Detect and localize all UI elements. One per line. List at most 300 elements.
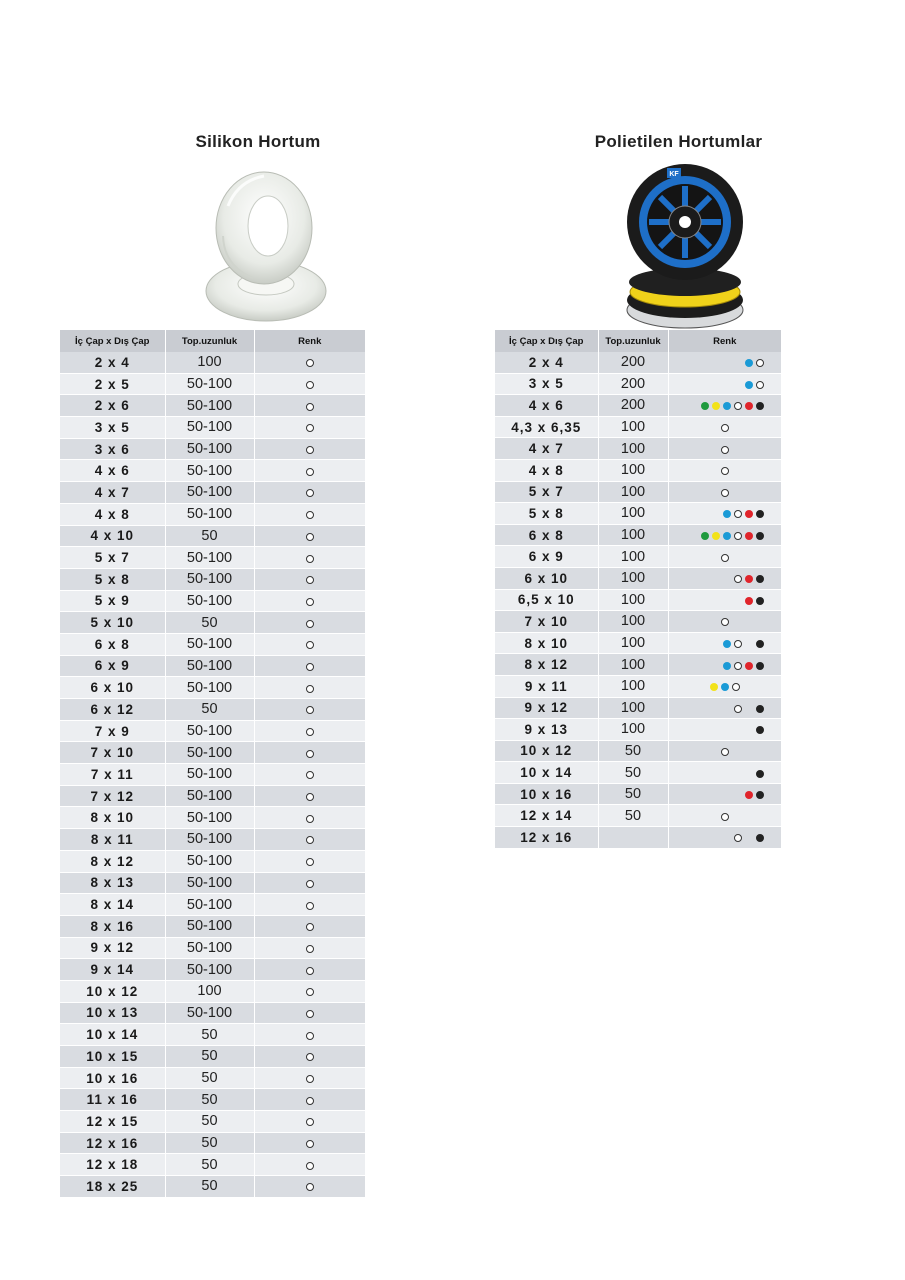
length-cell: 50-100 xyxy=(165,915,254,937)
color-swatches xyxy=(306,858,314,866)
color-dot-white-icon xyxy=(306,1118,314,1126)
hose-reel-image xyxy=(625,160,745,330)
color-cell xyxy=(254,503,366,525)
table-row xyxy=(495,503,782,525)
color-dot-white-icon xyxy=(306,1097,314,1105)
length-cell: 100 xyxy=(165,352,254,373)
color-cell xyxy=(668,589,782,611)
color-dot-gap-icon xyxy=(745,640,753,648)
length-cell: 200 xyxy=(598,373,668,395)
color-cell xyxy=(668,762,782,784)
color-swatches xyxy=(721,446,729,454)
color-cell xyxy=(254,438,366,460)
color-cell xyxy=(668,459,782,481)
color-cell xyxy=(254,1046,366,1068)
size-cell: 2 x 4 xyxy=(60,352,165,373)
size-cell: 12 x 14 xyxy=(495,805,598,827)
length-cell: 100 xyxy=(598,546,668,568)
table-row xyxy=(495,654,782,676)
color-dot-blue-icon xyxy=(721,683,729,691)
color-dot-white-icon xyxy=(721,424,729,432)
color-swatches xyxy=(306,1097,314,1105)
color-dot-white-icon xyxy=(721,618,729,626)
length-cell: 50-100 xyxy=(165,395,254,417)
table-row xyxy=(60,525,366,547)
silikon-table xyxy=(60,330,366,1198)
color-dot-green-icon xyxy=(701,532,709,540)
color-cell xyxy=(254,352,366,373)
color-dot-black-icon xyxy=(756,402,764,410)
table-row xyxy=(60,894,366,916)
color-dot-blue-icon xyxy=(723,402,731,410)
table-row xyxy=(60,829,366,851)
size-cell: 8 x 10 xyxy=(495,632,598,654)
color-cell xyxy=(254,395,366,417)
color-dot-white-icon xyxy=(306,555,314,563)
length-cell: 100 xyxy=(165,980,254,1002)
size-cell: 5 x 8 xyxy=(60,568,165,590)
size-cell: 10 x 14 xyxy=(60,1024,165,1046)
size-cell: 4 x 10 xyxy=(60,525,165,547)
table-row xyxy=(60,850,366,872)
color-dot-black-icon xyxy=(756,770,764,778)
color-dot-yellow-icon xyxy=(712,532,720,540)
color-cell xyxy=(254,785,366,807)
color-dot-red-icon xyxy=(745,791,753,799)
color-swatches xyxy=(306,533,314,541)
color-cell xyxy=(254,850,366,872)
color-dot-white-icon xyxy=(306,902,314,910)
table-row xyxy=(495,762,782,784)
table-row xyxy=(495,827,782,849)
color-dot-blue-icon xyxy=(723,532,731,540)
polietilen-title: Polietilen Hortumlar xyxy=(594,132,763,151)
length-cell: 100 xyxy=(598,675,668,697)
color-cell xyxy=(254,915,366,937)
color-cell xyxy=(668,524,782,546)
color-dot-white-icon xyxy=(306,793,314,801)
color-swatches xyxy=(306,598,314,606)
color-cell xyxy=(254,894,366,916)
length-cell: 50 xyxy=(165,1154,254,1176)
table-row xyxy=(495,675,782,697)
table-row xyxy=(60,503,366,525)
table-row xyxy=(495,567,782,589)
color-dot-blue-icon xyxy=(723,510,731,518)
color-cell xyxy=(254,612,366,634)
color-dot-white-icon xyxy=(756,381,764,389)
color-cell xyxy=(254,937,366,959)
color-cell xyxy=(254,1089,366,1111)
color-cell xyxy=(668,697,782,719)
color-swatches xyxy=(306,359,314,367)
table-row xyxy=(495,697,782,719)
color-dot-white-icon xyxy=(306,533,314,541)
size-cell: 8 x 13 xyxy=(60,872,165,894)
length-cell: 50-100 xyxy=(165,850,254,872)
column-header-length: Top.uzunluk xyxy=(598,330,668,352)
size-cell: 5 x 7 xyxy=(495,481,598,503)
color-dot-black-icon xyxy=(756,510,764,518)
color-dot-white-icon xyxy=(306,1183,314,1191)
color-dot-white-icon xyxy=(306,663,314,671)
color-cell xyxy=(668,827,782,849)
color-swatches xyxy=(745,359,764,367)
color-dot-white-icon xyxy=(306,988,314,996)
color-dot-white-icon xyxy=(734,575,742,583)
color-swatches xyxy=(306,945,314,953)
column-header-size: İç Çap x Dış Çap xyxy=(495,330,598,352)
table-row xyxy=(60,590,366,612)
color-dot-yellow-icon xyxy=(712,402,720,410)
color-dot-white-icon xyxy=(306,620,314,628)
color-dot-white-icon xyxy=(306,1140,314,1148)
color-swatches xyxy=(723,640,764,648)
size-cell: 5 x 7 xyxy=(60,547,165,569)
color-cell xyxy=(254,1154,366,1176)
color-dot-red-icon xyxy=(745,402,753,410)
size-cell: 10 x 16 xyxy=(60,1067,165,1089)
size-cell: 6 x 8 xyxy=(495,524,598,546)
color-swatches xyxy=(745,381,764,389)
length-cell: 50-100 xyxy=(165,829,254,851)
color-cell xyxy=(254,417,366,439)
color-dot-white-icon xyxy=(721,554,729,562)
size-cell: 12 x 15 xyxy=(60,1111,165,1133)
length-cell: 50-100 xyxy=(165,633,254,655)
color-cell xyxy=(668,438,782,460)
color-swatches xyxy=(306,771,314,779)
color-swatches xyxy=(734,705,764,713)
size-cell: 6 x 8 xyxy=(60,633,165,655)
color-swatches xyxy=(306,988,314,996)
color-swatches xyxy=(306,641,314,649)
length-cell: 50 xyxy=(165,1024,254,1046)
color-cell xyxy=(254,655,366,677)
color-dot-white-icon xyxy=(306,858,314,866)
length-cell: 50-100 xyxy=(165,785,254,807)
color-dot-yellow-icon xyxy=(710,683,718,691)
length-cell: 50-100 xyxy=(165,720,254,742)
color-dot-white-icon xyxy=(721,813,729,821)
color-cell xyxy=(254,677,366,699)
color-dot-black-icon xyxy=(756,791,764,799)
color-swatches xyxy=(306,424,314,432)
table-row xyxy=(495,352,782,373)
color-swatches xyxy=(306,489,314,497)
length-cell: 100 xyxy=(598,654,668,676)
color-dot-white-icon xyxy=(306,1010,314,1018)
size-cell: 8 x 12 xyxy=(60,850,165,872)
color-swatches xyxy=(306,468,314,476)
color-swatches xyxy=(306,1075,314,1083)
table-row xyxy=(60,915,366,937)
color-cell xyxy=(254,959,366,981)
size-cell: 12 x 16 xyxy=(495,827,598,849)
color-dot-white-icon xyxy=(306,771,314,779)
length-cell: 50-100 xyxy=(165,482,254,504)
length-cell: 50 xyxy=(165,525,254,547)
size-cell: 4 x 8 xyxy=(495,459,598,481)
color-swatches xyxy=(306,1162,314,1170)
length-cell: 100 xyxy=(598,481,668,503)
color-dot-white-icon xyxy=(306,468,314,476)
color-cell xyxy=(668,611,782,633)
color-dot-white-icon xyxy=(306,1075,314,1083)
color-swatches xyxy=(723,510,764,518)
color-dot-white-icon xyxy=(306,1162,314,1170)
color-dot-white-icon xyxy=(734,510,742,518)
color-swatches xyxy=(306,555,314,563)
length-cell: 100 xyxy=(598,416,668,438)
color-dot-white-icon xyxy=(734,402,742,410)
color-swatches xyxy=(306,880,314,888)
polietilen-table xyxy=(495,330,782,849)
table-row xyxy=(495,416,782,438)
size-cell: 4,3 x 6,35 xyxy=(495,416,598,438)
color-cell xyxy=(668,481,782,503)
size-cell: 3 x 6 xyxy=(60,438,165,460)
table-row xyxy=(60,1089,366,1111)
color-swatches xyxy=(306,793,314,801)
length-cell: 50-100 xyxy=(165,568,254,590)
color-cell xyxy=(668,632,782,654)
color-cell xyxy=(254,764,366,786)
table-row xyxy=(60,959,366,981)
size-cell: 4 x 6 xyxy=(495,395,598,417)
table-row xyxy=(60,980,366,1002)
color-swatches xyxy=(723,662,764,670)
length-cell: 50-100 xyxy=(165,764,254,786)
table-row xyxy=(60,699,366,721)
length-cell: 50-100 xyxy=(165,460,254,482)
length-cell: 50-100 xyxy=(165,547,254,569)
silicone-coil-image xyxy=(198,166,328,326)
table-row xyxy=(60,872,366,894)
color-dot-black-icon xyxy=(756,705,764,713)
color-swatches xyxy=(734,575,764,583)
length-cell: 50 xyxy=(165,1067,254,1089)
size-cell: 6 x 10 xyxy=(60,677,165,699)
table-row xyxy=(60,1111,366,1133)
length-cell: 50 xyxy=(165,1046,254,1068)
color-dot-white-icon xyxy=(756,359,764,367)
size-cell: 4 x 8 xyxy=(60,503,165,525)
color-swatches xyxy=(306,446,314,454)
color-dot-blue-icon xyxy=(745,381,753,389)
length-cell: 50-100 xyxy=(165,438,254,460)
color-dot-blue-icon xyxy=(745,359,753,367)
column-header-color: Renk xyxy=(668,330,782,352)
table-row xyxy=(60,612,366,634)
color-swatches xyxy=(306,576,314,584)
size-cell: 6 x 9 xyxy=(60,655,165,677)
table-row xyxy=(60,742,366,764)
color-dot-black-icon xyxy=(756,597,764,605)
color-swatches xyxy=(734,834,764,842)
length-cell: 50-100 xyxy=(165,959,254,981)
color-dot-black-icon xyxy=(756,726,764,734)
column-header-size: İç Çap x Dış Çap xyxy=(60,330,165,352)
length-cell: 50 xyxy=(165,1176,254,1198)
color-cell xyxy=(668,416,782,438)
color-cell xyxy=(254,525,366,547)
color-cell xyxy=(254,872,366,894)
length-cell: 100 xyxy=(598,632,668,654)
length-cell: 50 xyxy=(165,1089,254,1111)
size-cell: 6 x 12 xyxy=(60,699,165,721)
color-dot-white-icon xyxy=(306,641,314,649)
color-cell xyxy=(668,740,782,762)
size-cell: 7 x 11 xyxy=(60,764,165,786)
size-cell: 4 x 7 xyxy=(495,438,598,460)
color-dot-white-icon xyxy=(306,967,314,975)
color-dot-white-icon xyxy=(734,705,742,713)
size-cell: 9 x 11 xyxy=(495,675,598,697)
color-cell xyxy=(668,675,782,697)
color-dot-white-icon xyxy=(734,834,742,842)
size-cell: 2 x 6 xyxy=(60,395,165,417)
length-cell: 100 xyxy=(598,438,668,460)
polietilen-photo xyxy=(495,156,782,330)
color-swatches xyxy=(701,402,764,410)
table-row xyxy=(60,438,366,460)
color-dot-white-icon xyxy=(734,640,742,648)
size-cell: 9 x 14 xyxy=(60,959,165,981)
table-row xyxy=(60,547,366,569)
table-row xyxy=(495,740,782,762)
table-row xyxy=(60,633,366,655)
silikon-photo xyxy=(60,156,366,330)
polietilen-section xyxy=(495,128,782,849)
color-dot-white-icon xyxy=(306,945,314,953)
color-dot-blue-icon xyxy=(723,640,731,648)
table-row xyxy=(495,719,782,741)
table-row xyxy=(495,373,782,395)
size-cell: 3 x 5 xyxy=(60,417,165,439)
color-dot-white-icon xyxy=(721,489,729,497)
table-row xyxy=(60,1154,366,1176)
size-cell: 10 x 12 xyxy=(60,980,165,1002)
size-cell: 6 x 9 xyxy=(495,546,598,568)
length-cell: 50-100 xyxy=(165,417,254,439)
color-cell xyxy=(254,1002,366,1024)
color-dot-white-icon xyxy=(306,923,314,931)
color-swatches xyxy=(306,403,314,411)
size-cell: 2 x 4 xyxy=(495,352,598,373)
table-row xyxy=(60,482,366,504)
color-cell xyxy=(668,783,782,805)
color-cell xyxy=(254,373,366,395)
color-dot-white-icon xyxy=(306,598,314,606)
color-cell xyxy=(668,395,782,417)
size-cell: 10 x 15 xyxy=(60,1046,165,1068)
color-cell xyxy=(668,567,782,589)
table-row xyxy=(60,655,366,677)
color-swatches xyxy=(306,1053,314,1061)
length-cell: 50-100 xyxy=(165,894,254,916)
table-row xyxy=(60,807,366,829)
table-row xyxy=(60,568,366,590)
color-cell xyxy=(254,1132,366,1154)
table-row xyxy=(60,785,366,807)
size-cell: 3 x 5 xyxy=(495,373,598,395)
color-dot-black-icon xyxy=(756,575,764,583)
color-swatches xyxy=(721,748,729,756)
size-cell: 7 x 10 xyxy=(495,611,598,633)
table-row xyxy=(495,589,782,611)
color-dot-red-icon xyxy=(745,575,753,583)
length-cell: 100 xyxy=(598,697,668,719)
color-dot-white-icon xyxy=(306,511,314,519)
length-cell: 50-100 xyxy=(165,807,254,829)
silikon-title: Silikon Hortum xyxy=(195,132,321,151)
color-swatches xyxy=(721,618,729,626)
color-dot-white-icon xyxy=(306,836,314,844)
table-row xyxy=(495,395,782,417)
color-cell xyxy=(254,482,366,504)
length-cell: 50 xyxy=(598,740,668,762)
size-cell: 8 x 10 xyxy=(60,807,165,829)
length-cell: 50 xyxy=(165,1132,254,1154)
color-swatches xyxy=(721,424,729,432)
table-row xyxy=(60,460,366,482)
length-cell: 50 xyxy=(165,612,254,634)
length-cell: 50 xyxy=(598,783,668,805)
color-cell xyxy=(254,980,366,1002)
color-cell xyxy=(254,633,366,655)
size-cell: 4 x 7 xyxy=(60,482,165,504)
length-cell: 50 xyxy=(165,1111,254,1133)
length-cell: 50-100 xyxy=(165,742,254,764)
color-cell xyxy=(668,546,782,568)
color-cell xyxy=(668,373,782,395)
color-swatches xyxy=(721,489,729,497)
length-cell: 50-100 xyxy=(165,373,254,395)
size-cell: 7 x 12 xyxy=(60,785,165,807)
length-cell: 100 xyxy=(598,719,668,741)
silikon-section xyxy=(60,128,366,1198)
color-dot-white-icon xyxy=(306,359,314,367)
length-cell: 100 xyxy=(598,611,668,633)
color-dot-white-icon xyxy=(306,880,314,888)
color-dot-red-icon xyxy=(745,532,753,540)
color-dot-white-icon xyxy=(734,662,742,670)
length-cell: 50-100 xyxy=(165,677,254,699)
table-row xyxy=(495,438,782,460)
color-swatches xyxy=(306,1183,314,1191)
reel-label: KF xyxy=(669,171,679,178)
color-dot-red-icon xyxy=(745,662,753,670)
color-dot-white-icon xyxy=(732,683,740,691)
color-swatches xyxy=(306,1032,314,1040)
length-cell: 100 xyxy=(598,503,668,525)
color-swatches xyxy=(306,967,314,975)
color-swatches xyxy=(721,554,729,562)
size-cell: 7 x 9 xyxy=(60,720,165,742)
length-cell: 50 xyxy=(598,805,668,827)
color-swatches xyxy=(306,1010,314,1018)
length-cell: 100 xyxy=(598,589,668,611)
color-dot-white-icon xyxy=(306,1032,314,1040)
color-dot-blue-icon xyxy=(723,662,731,670)
color-dot-white-icon xyxy=(306,706,314,714)
table-row xyxy=(495,546,782,568)
size-cell: 18 x 25 xyxy=(60,1176,165,1198)
length-cell: 50-100 xyxy=(165,872,254,894)
color-dot-red-icon xyxy=(745,597,753,605)
size-cell: 6,5 x 10 xyxy=(495,589,598,611)
